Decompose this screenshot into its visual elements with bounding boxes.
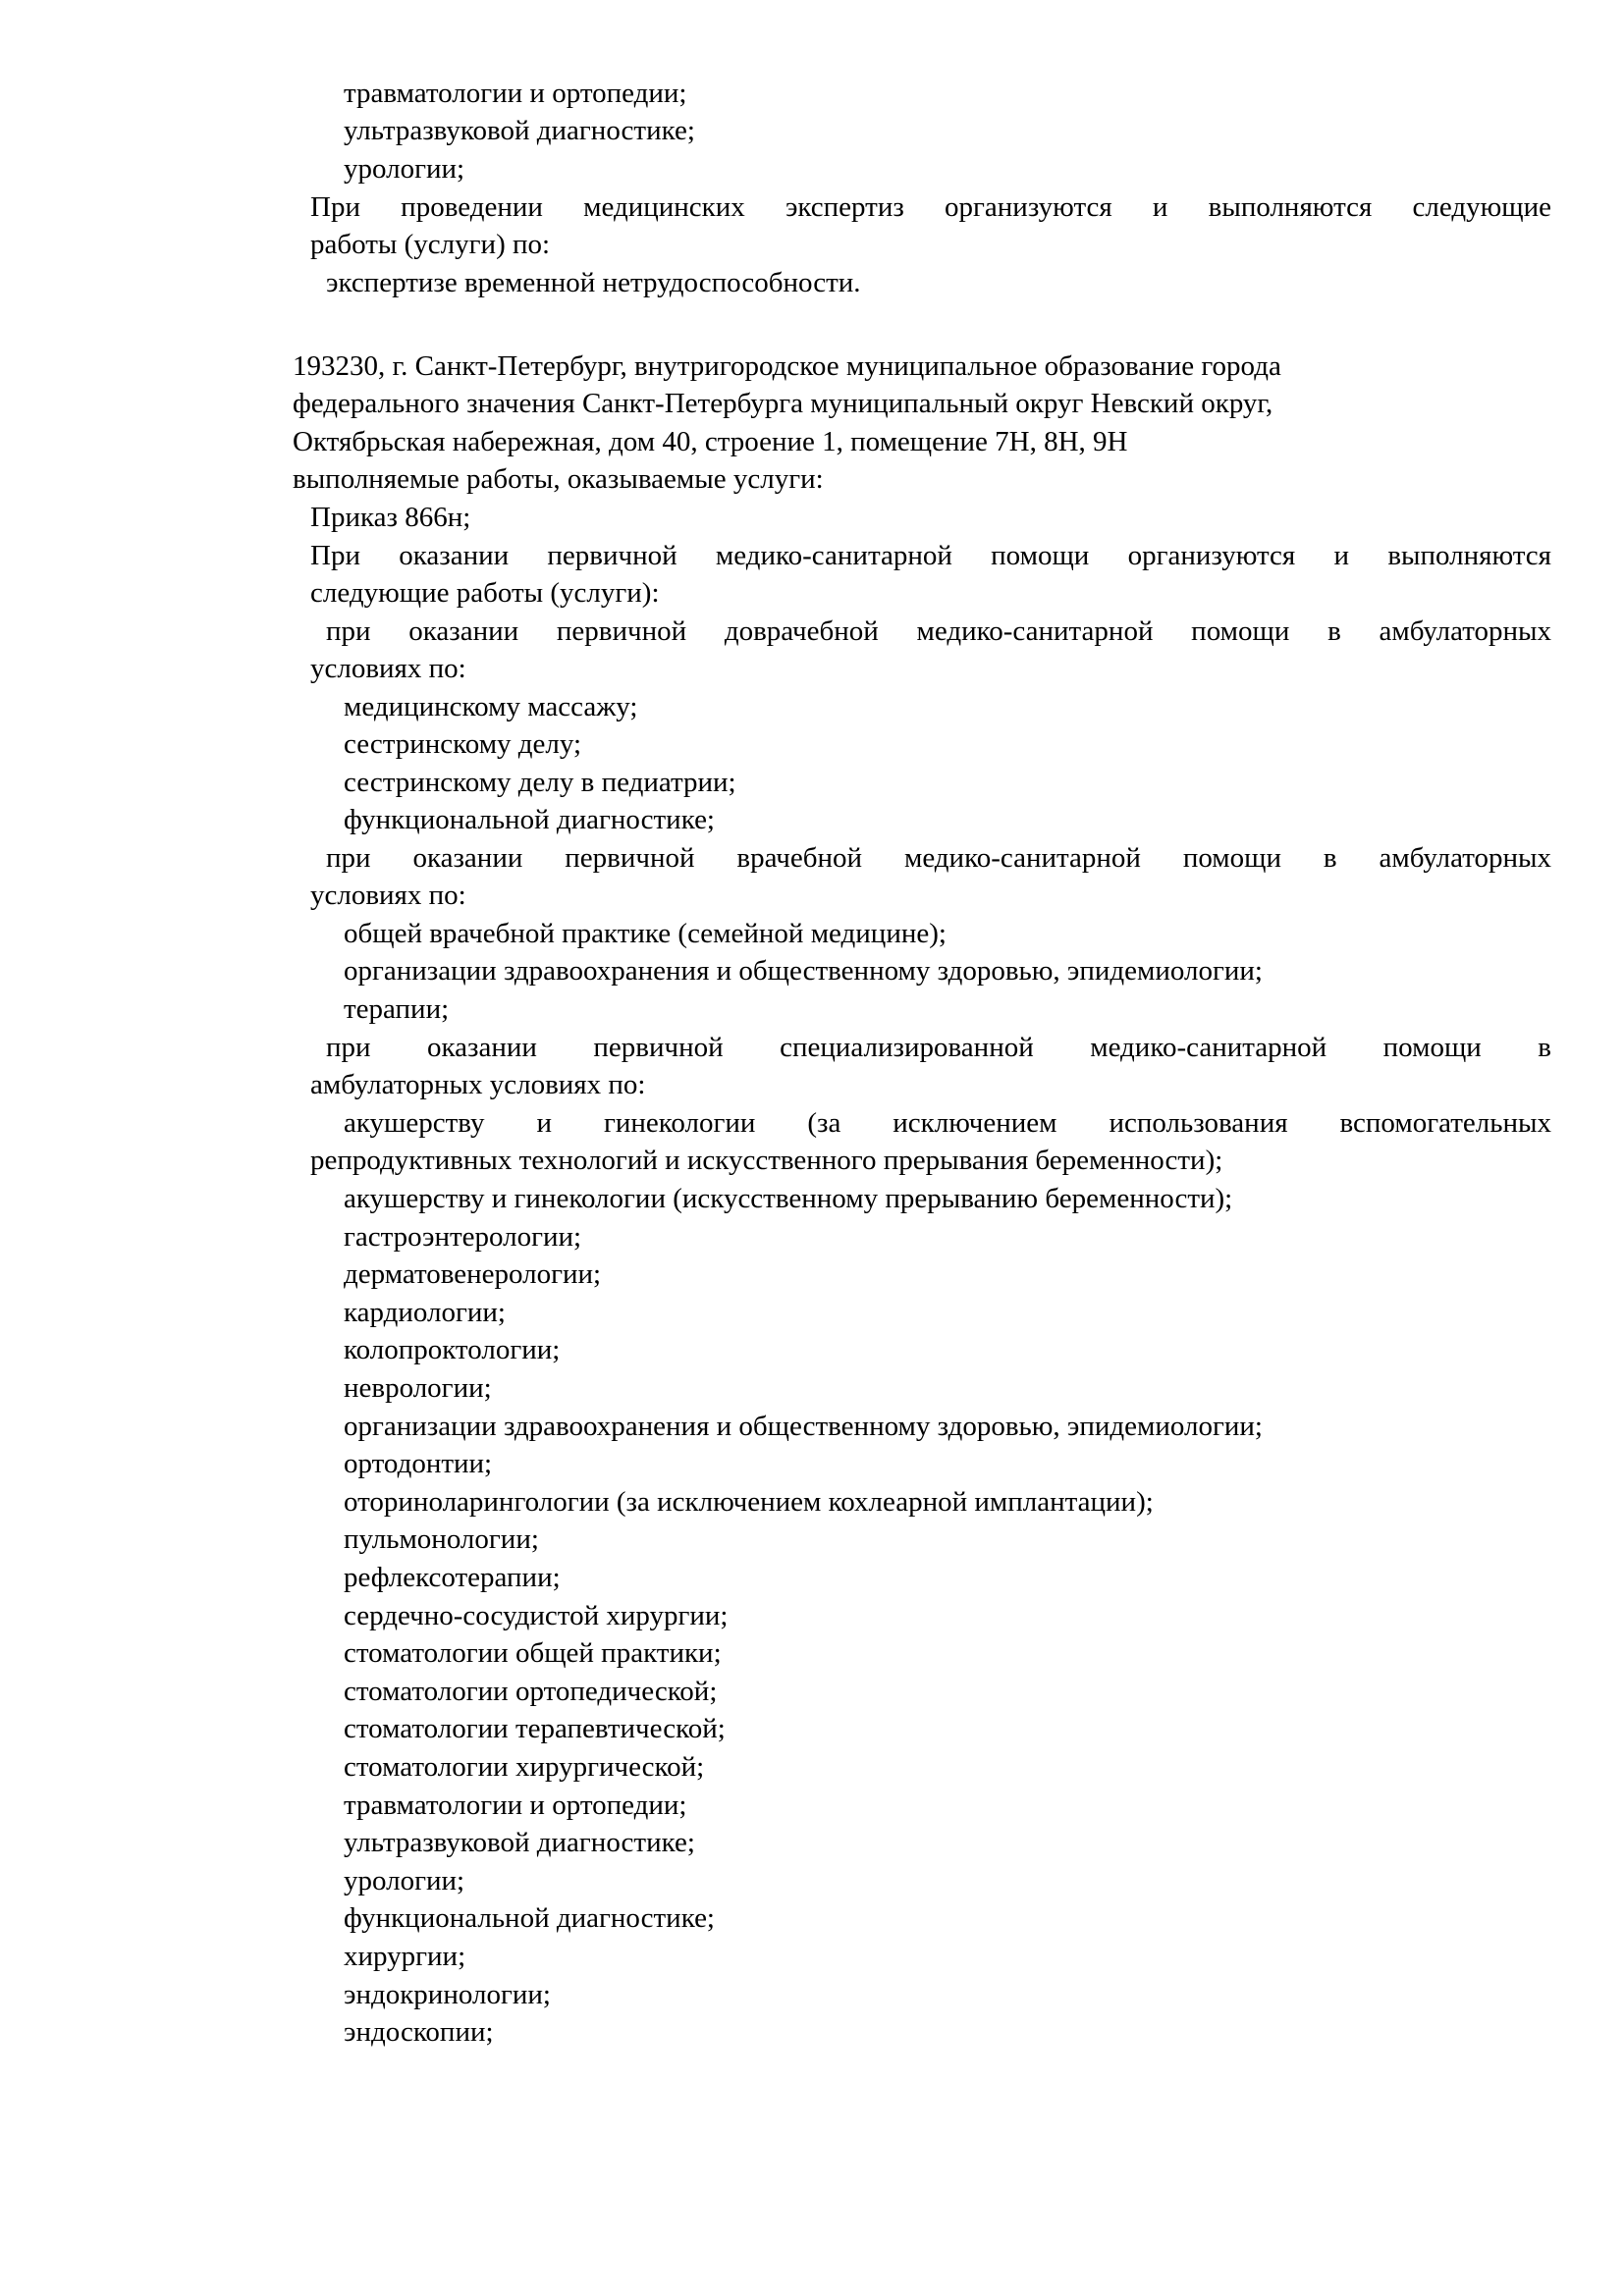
- list-item: кардиологии;: [344, 1296, 506, 1328]
- list-item: стоматологии общей практики;: [344, 1637, 722, 1670]
- list-item: пульмонологии;: [344, 1523, 539, 1556]
- list-item: акушерству и гинекологии (искусственному прерыванию беременности);: [344, 1183, 1233, 1214]
- list-item: травматологии и ортопедии;: [344, 1789, 687, 1821]
- list-item: неврологии;: [344, 1372, 492, 1404]
- list-item: ультразвуковой диагностике;: [344, 115, 695, 146]
- special-heading: при оказании первичной специализированной медико-санитарной помощи в: [326, 1032, 1551, 1063]
- list-item: ультразвуковой диагностике;: [344, 1827, 695, 1859]
- list-item: урологии;: [344, 1864, 465, 1896]
- pmsp-intro: При оказании первичной медико-санитарной помощи организуются и выполняются: [310, 540, 1551, 571]
- list-item: сестринскому делу;: [344, 728, 582, 760]
- list-item: медицинскому массажу;: [344, 691, 638, 722]
- list-item: акушерству и гинекологии (за исключением использования вспомогательных: [344, 1107, 1551, 1139]
- prevrach-heading: при оказании первичной доврачебной медико-санитарной помощи в амбулаторных: [326, 615, 1551, 647]
- list-item: экспертизе временной нетрудоспособности.: [326, 267, 861, 298]
- address-line: Октябрьская набережная, дом 40, строение 1, помещение 7Н, 8Н, 9Н: [293, 426, 1128, 457]
- expertise-intro-continuation: работы (услуги) по:: [310, 229, 551, 260]
- list-item: рефлексотерапии;: [344, 1562, 561, 1593]
- address-line: федерального значения Санкт-Петербурга муниципальный округ Невский округ,: [293, 388, 1273, 419]
- list-item: сестринскому делу в педиатрии;: [344, 767, 736, 798]
- list-item: стоматологии ортопедической;: [344, 1675, 718, 1707]
- list-item: травматологии и ортопедии;: [344, 78, 687, 109]
- list-item-continuation: репродуктивных технологий и искусственного прерывания беременности);: [310, 1145, 1223, 1176]
- list-item: хирургии;: [344, 1941, 466, 1972]
- list-item: терапии;: [344, 993, 450, 1025]
- pmsp-intro-continuation: следующие работы (услуги):: [310, 577, 660, 609]
- vrach-heading: при оказании первичной врачебной медико-санитарной помощи в амбулаторных: [326, 842, 1551, 874]
- list-item: эндоскопии;: [344, 2016, 494, 2049]
- list-item: сердечно-сосудистой хирургии;: [344, 1599, 729, 1631]
- list-item: ортодонтии;: [344, 1448, 493, 1480]
- special-heading-continuation: амбулаторных условиях по:: [310, 1069, 646, 1100]
- list-item: функциональной диагностике;: [344, 1902, 715, 1935]
- list-item: организации здравоохранения и общественному здоровью, эпидемиологии;: [344, 1410, 1263, 1442]
- expertise-intro: При проведении медицинских экспертиз организуются и выполняются следующие: [310, 191, 1551, 223]
- list-item: колопроктологии;: [344, 1334, 561, 1366]
- list-item: стоматологии терапевтической;: [344, 1713, 726, 1745]
- list-item: общей врачебной практике (семейной медицине);: [344, 918, 947, 949]
- list-item: гастроэнтерологии;: [344, 1220, 582, 1253]
- vrach-heading-continuation: условиях по:: [310, 880, 466, 911]
- list-item: организации здравоохранения и общественному здоровью, эпидемиологии;: [344, 955, 1263, 987]
- order-reference: Приказ 866н;: [310, 502, 471, 533]
- works-label: выполняемые работы, оказываемые услуги:: [293, 463, 824, 495]
- list-item: оториноларингологии (за исключением кохлеарной имплантации);: [344, 1485, 1154, 1518]
- list-item: эндокринологии;: [344, 1978, 551, 2010]
- list-item: функциональной диагностике;: [344, 804, 715, 835]
- list-item: урологии;: [344, 153, 465, 185]
- list-item: стоматологии хирургической;: [344, 1751, 705, 1783]
- address-line: 193230, г. Санкт-Петербург, внутригородское муниципальное образование города: [293, 350, 1281, 382]
- list-item: дерматовенерологии;: [344, 1258, 602, 1291]
- prevrach-heading-continuation: условиях по:: [310, 653, 466, 684]
